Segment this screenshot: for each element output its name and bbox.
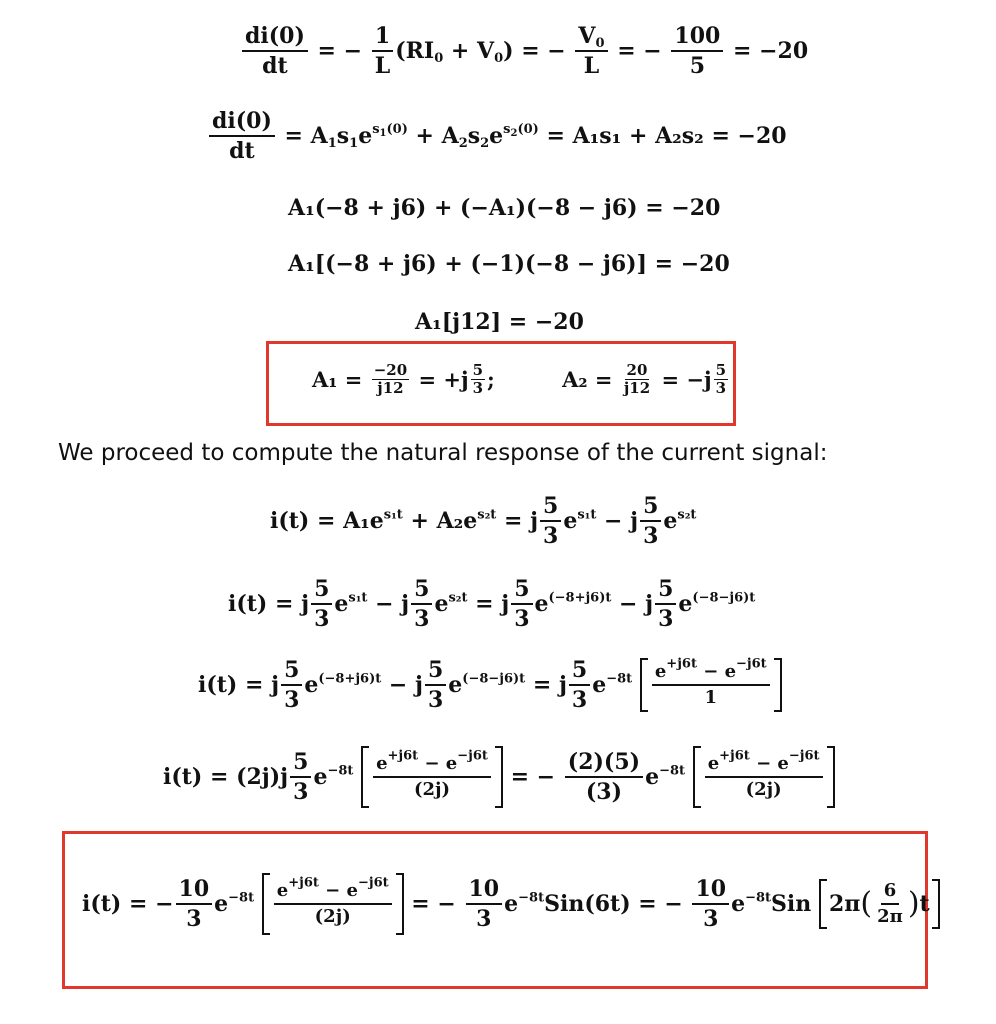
- prose-natural-response: We proceed to compute the natural response of the current signal:: [58, 440, 828, 466]
- fraction-five-thirds-3: $\frac{5}{3}$: [511, 578, 532, 630]
- fraction-exp-over-2j: $\frac{e^{+j6t} - e^{-j6t}}{(2j)}$: [373, 755, 491, 799]
- fraction-five-thirds-2: $\frac{5}{3}$: [411, 578, 432, 630]
- bracket-expression: [361, 746, 503, 808]
- equation-current-euler: i(t) = (2j)j $\frac{5}{3}$ $e^{-8t}$ $\frac{e^{+j6t} - e^{-j6t}}{(2j)}$ = − $\frac{(2)(5)}{(3)}$ $e^{-8t}$ $\frac{e^{+j6t} - e^{-j6t}}{(2j)}$: [163, 746, 835, 808]
- fraction-ten-thirds: $\frac{10}{3}$: [176, 878, 213, 930]
- fraction-lhs: $\frac{di(0)}{dt}$: [242, 25, 308, 77]
- fraction-five-thirds-2: $\frac{5}{3}$: [640, 495, 661, 547]
- bracket-expression: [262, 873, 404, 935]
- fraction-lhs: $\frac{di(0)}{dt}$: [209, 110, 275, 162]
- fraction-five-thirds: $\frac{5}{3}$: [311, 578, 332, 630]
- equation-current-general: $i(t) = A_1e^{s_1t} + A_2e^{s_2t} = j$ $\frac{5}{3}$ $e^{s_1t} - j$ $\frac{5}{3}$ $e^{s_2t}$: [270, 493, 697, 549]
- fraction-five-thirds-4: $\frac{5}{3}$: [655, 578, 676, 630]
- fraction-a1: $\frac{-20}{j12}$: [373, 361, 408, 397]
- fraction-five-thirds: $\frac{5}{3}$: [540, 495, 561, 547]
- fraction-five-thirds: $\frac{5}{3}$: [281, 659, 302, 711]
- equation-final-current: i(t) = − $\frac{10}{3}$ $e^{-8t}$ $\frac{e^{+j6t} - e^{-j6t}}{(2j)}$ = − $\frac{10}{3}$ $e^{-8t}Sin(6t)$ = − $\frac{10}{3}$ $e^{-8t}Sin$ 2π ( $\frac{6}{2\pi}$ ) t: [82, 873, 940, 935]
- fraction-five-thirds-3: $\frac{5}{3}$: [569, 659, 590, 711]
- equation-simplified: A₁[j12] = −20: [415, 309, 584, 335]
- fraction-v0-over-l: $\frac{V_0}{L}$: [575, 25, 607, 77]
- fraction-five-thirds-2: $\frac{5}{3}$: [715, 361, 726, 397]
- equation-factored: A₁[(−8 + j6) + (−1)(−8 − j6)] = −20: [288, 251, 730, 277]
- equation-substitution: A₁(−8 + j6) + (−A₁)(−8 − j6) = −20: [288, 195, 721, 221]
- fraction-a2: $\frac{20}{j12}$: [623, 361, 651, 397]
- fraction-five-thirds-2: $\frac{5}{3}$: [425, 659, 446, 711]
- bracket-sine-argument: 2π ( $\frac{6}{2\pi}$ ) t: [819, 879, 940, 929]
- fraction-exp-over-2j-2: $\frac{e^{+j6t} - e^{-j6t}}{(2j)}$: [705, 755, 823, 799]
- fraction-100-over-5: $\frac{100}{5}$: [671, 25, 723, 77]
- fraction-five-thirds: $\frac{5}{3}$: [290, 751, 311, 803]
- fraction-exp-over-2j: $\frac{e^{+j6t} - e^{-j6t}}{(2j)}$: [274, 882, 392, 926]
- equation-current-substituted: i(t) = j $\frac{5}{3}$ $e^{s_1t} - j$ $\frac{5}{3}$ $e^{s_2t} = j$ $\frac{5}{3}$ $e^{(-8+j6)t} - j$ $\frac{5}{3}$ $e^{(-8-j6)t}$: [228, 576, 756, 632]
- fraction-ten-thirds-3: $\frac{10}{3}$: [692, 878, 729, 930]
- fraction-six-over-two-pi: $\frac{6}{2\pi}$: [877, 880, 903, 927]
- fraction-ten-thirds-2: $\frac{10}{3}$: [466, 878, 503, 930]
- bracket-expression: [640, 658, 782, 712]
- equation-coefficients: A₁ = $\frac{-20}{j12}$ = +j $\frac{5}{3}$ ; A₂ = $\frac{20}{j12}$ = −j $\frac{5}{3}$: [312, 361, 726, 397]
- fraction-1-over-l: $\frac{1}{L}$: [372, 25, 393, 77]
- fraction-ten-thirds-expanded: $\frac{(2)(5)}{(3)}$: [565, 751, 643, 803]
- bracket-expression-2: [693, 746, 835, 808]
- equation-derivative-expansion: $\frac{di(0)}{dt}$ = $A_1s_1e^{s_1(0)} + A_2s_2e^{s_2(0)} = A_1s_1 + A_2s_2 = -20$: [207, 110, 787, 162]
- equation-current-factored: i(t) = j $\frac{5}{3}$ $e^{(-8+j6)t} - j$ $\frac{5}{3}$ $e^{(-8-j6)t} = j$ $\frac{5}{3}$ $e^{-8t}$ $\frac{e^{+j6t} - e^{-j6t}}{1}$: [198, 658, 782, 712]
- equation-initial-derivative: $\frac{di(0)}{dt}$ = − $\frac{1}{L}$ $(RI_0 + V_0)$ = − $\frac{V_0}{L}$ = − $\frac{100}{5}$ = −20: [240, 25, 808, 77]
- fraction-five-thirds: $\frac{5}{3}$: [472, 361, 484, 397]
- fraction-exp-over-one: $\frac{e^{+j6t} - e^{-j6t}}{1}$: [652, 663, 770, 707]
